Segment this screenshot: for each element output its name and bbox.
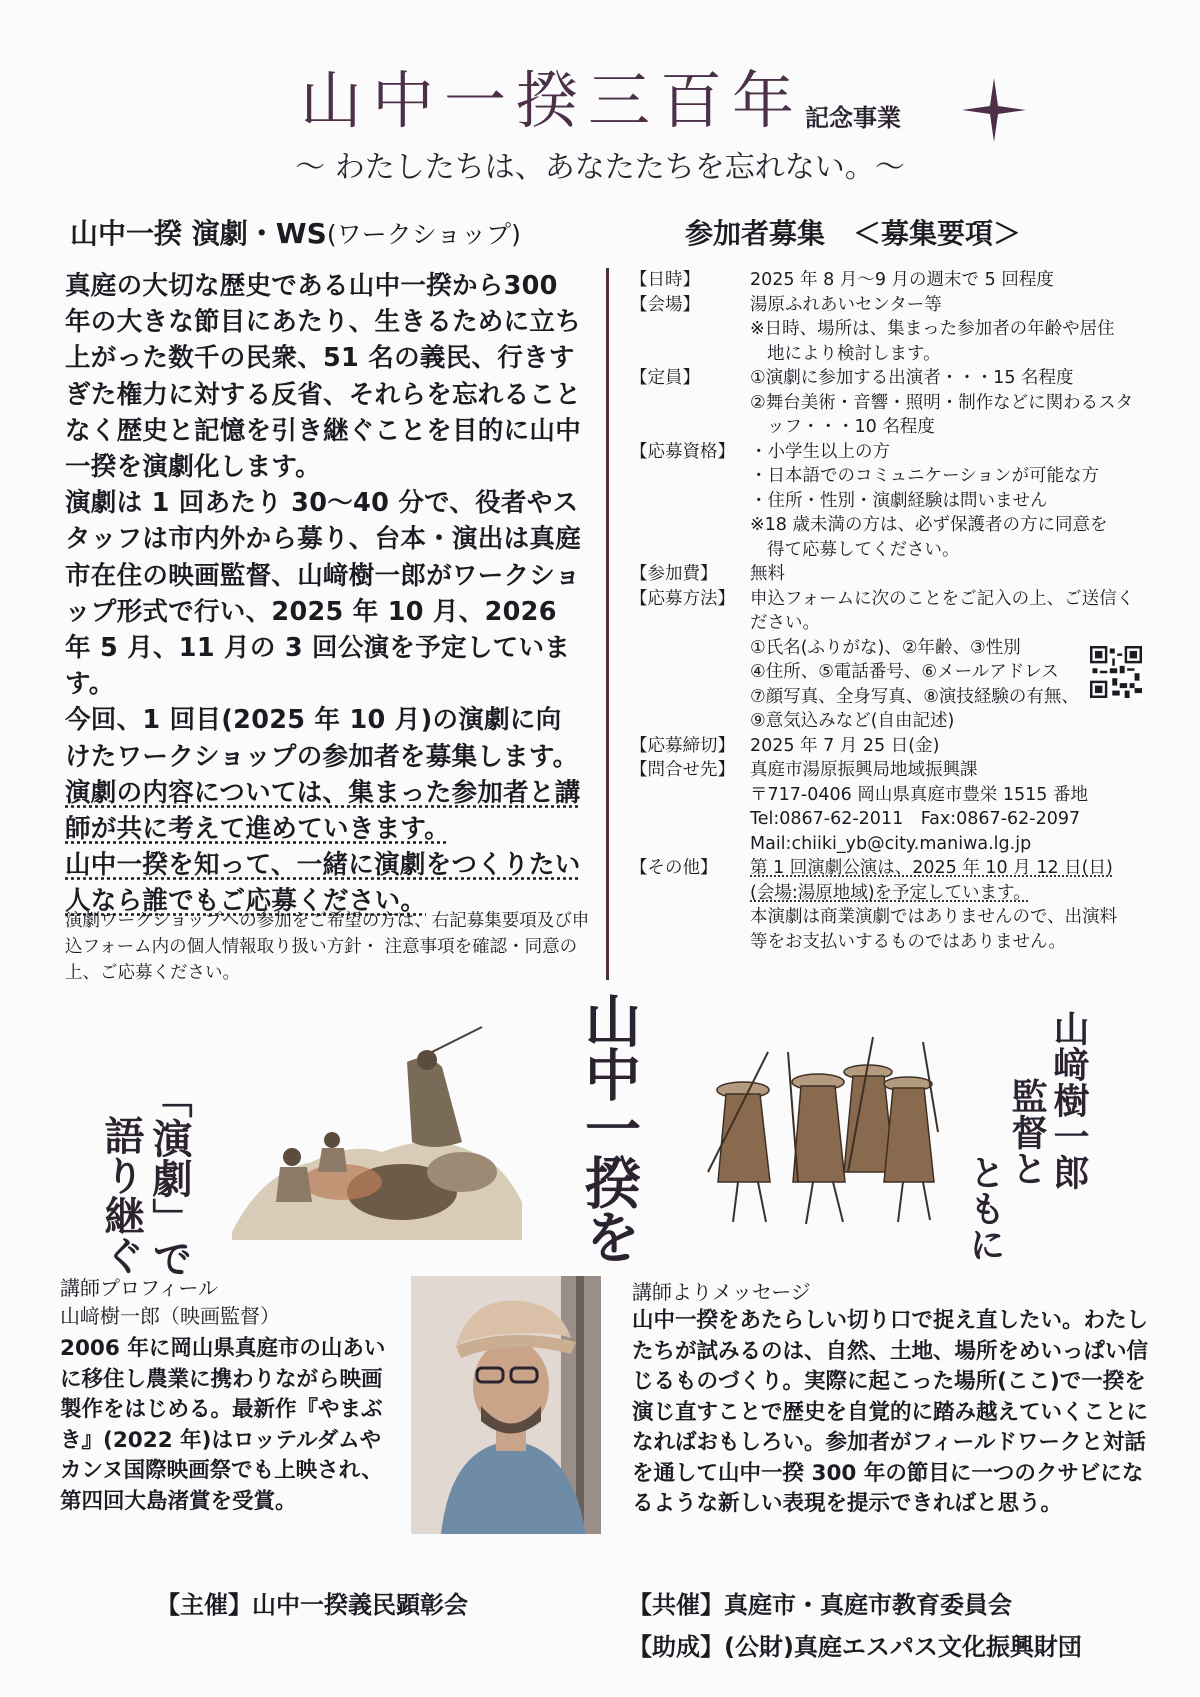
contact-email[interactable]: Mail:chiiki_yb@city.maniwa.lg.jp <box>750 833 1032 854</box>
req-row-method: 【応募方法】 申込フォームに次のことをご記入の上、ご送信く ださい。 ①氏名(ふりがな)、②年齢、③性別 ④住所、⑤電話番号、⑥メールアドレス ⑦顔写真、全身写真、⑧演技経験の有無、 ⑨意気込みなど(自由記述) <box>630 587 1150 734</box>
left-section-heading: 山中一揆 演劇・WS(ワークショップ) <box>70 217 521 250</box>
profile-heading: 講師プロフィール <box>60 1276 218 1300</box>
grant: 【助成】(公財)真庭エスパス文化振興財団 <box>628 1633 1082 1661</box>
req-label: 【日時】 <box>630 270 700 290</box>
req-row-deadline: 【応募締切】 2025 年 7 月 25 日(金) <box>630 734 1150 759</box>
req-label: 【問合せ先】 <box>630 760 735 780</box>
req-label: 【応募資格】 <box>630 441 735 462</box>
profile-name: 山﨑樹一郎（映画監督） <box>60 1304 280 1328</box>
req-label: 【参加費】 <box>630 564 718 584</box>
req-label: 【応募締切】 <box>630 735 735 756</box>
message-heading: 講師よりメッセージ <box>632 1280 811 1304</box>
req-row-other: 【その他】 第 1 回演劇公演は、2025 年 10 月 12 日(日) (会場:湯原地域)を予定しています。 本演劇は商業演劇ではありませんので、出演料 等をお支払いするものではありません。 <box>630 856 1150 954</box>
intro-paragraph: 真庭の大切な歴史である山中一揆から300 年の大きな節目にあたり、生きるために立ち上がった数千の民衆、51 名の義民、行きすぎた権力に対する反省、それらを忘れることなく歴史と記憶を引き継ぐことを目的に山中一揆を演劇化します。 <box>65 271 582 483</box>
qr-code-icon[interactable] <box>1090 646 1142 698</box>
intro-paragraph: 演劇の内容については、集まった参加者と講師が共に考えて進めていきます。 <box>65 777 581 845</box>
message-body: 山中一揆をあたらしい切り口で捉え直したい。わたしたちが試みるのは、自然、土地、場所をめいっぱい信じるものづくり。実際に起こった場所(ここ)で一揆を演じ直すことで歴史を自覚的に踏み越えていくことになればおもしろい。参加者がフィールドワークと対話を通して山中一揆 300 年の節目に一つのクサビになるような新しい表現を提示できればと思う。 <box>632 1308 1149 1516</box>
profile-bio: 2006 年に岡山県真庭市の山あいに移住し農業に携わりながら映画製作をはじめる。最新作『やまぶき』(2022 年)はロッテルダムやカンヌ国際映画祭でも上映され、第四回大島渚賞を受賞。 <box>60 1336 386 1514</box>
req-row-fee: 【参加費】 無料 <box>630 562 1150 587</box>
right-section-heading: 参加者募集 ＜募集要項＞ <box>685 217 1022 250</box>
intro-text <box>65 268 585 920</box>
center-slogan: 山中一揆を <box>576 992 641 1262</box>
organizer: 【主催】山中一揆義民顕彰会 <box>156 1591 468 1619</box>
column-divider <box>606 268 609 980</box>
page-title: 山中一揆三百年 <box>300 64 805 137</box>
req-label: 【応募方法】 <box>630 588 735 609</box>
cohost: 【共催】真庭市・真庭市教育委員会 <box>628 1591 1012 1619</box>
requirements-list <box>630 268 1150 954</box>
right-slogan: 山﨑樹一郎 <box>1048 1010 1089 1190</box>
left-slogan: 語り継ぐ <box>98 1115 144 1275</box>
req-label: 【その他】 <box>630 858 718 878</box>
left-slogan: 「演劇」で <box>146 1078 192 1278</box>
intro-paragraph: 山中一揆を知って、一緒に演劇をつくりたい人なら誰でもご応募ください。 <box>65 850 581 917</box>
intro-paragraph: 今回、1 回目(2025 年 10 月)の演劇に向けたワークショップの参加者を募集します。 <box>65 705 579 772</box>
application-note: 演劇ワークショップへの参加をご希望の方は、右記募集要項及び申込フォーム内の個人情報取り扱い方針・ 注意事項を確認・同意の上、ご応募ください。 <box>65 911 590 983</box>
right-slogan: ともに <box>964 1154 1005 1262</box>
req-row-venue: 【会場】 湯原ふれあいセンター等 ※日時、場所は、集まった参加者の年齢や居住 地により検討します。 <box>630 293 1150 367</box>
req-row-contact: 【問合せ先】 真庭市湯原振興局地域振興課 〒717-0406 岡山県真庭市豊栄 1515 番地 Tel:0867-62-2011 Fax:0867-62-2097 Mail:chiiki_yb@city.maniwa.lg.jp <box>630 758 1150 856</box>
req-label: 【定員】 <box>630 368 700 388</box>
req-row-eligibility: 【応募資格】 ・小学生以上の方 ・日本語でのコミュニケーションが可能な方 ・住所・性別・演劇経験は問いません ※18 歳未満の方は、必ず保護者の方に同意を 得て応募してください。 <box>630 440 1150 563</box>
director-photo <box>411 1276 601 1534</box>
right-slogan: 監督と <box>1006 1078 1047 1186</box>
peasants-illustration-right <box>698 1032 948 1232</box>
req-row-capacity: 【定員】 ①演劇に参加する出演者・・・15 名程度 ②舞台美術・音響・照明・制作などに関わるスタ ッフ・・・10 名程度 <box>630 366 1150 440</box>
req-row-date: 【日時】 2025 年 8 月～9 月の週末で 5 回程度 <box>630 268 1150 293</box>
req-label: 【会場】 <box>630 294 700 315</box>
uprising-illustration-left <box>232 1022 522 1240</box>
tagline: ～ わたしたちは、あなたたちを忘れない。～ <box>295 150 905 185</box>
four-point-star-icon <box>962 78 1026 142</box>
title-suffix: 記念事業 <box>805 104 901 132</box>
intro-paragraph: 演劇は 1 回あたり 30～40 分で、役者やスタッフは市内外から募り、台本・演出は真庭市在住の映画監督、山﨑樹一郎がワークショップ形式で行い、2025 年 10 月、2026 年 5 月、11 月の 3 回公演を予定しています。 <box>65 488 582 700</box>
